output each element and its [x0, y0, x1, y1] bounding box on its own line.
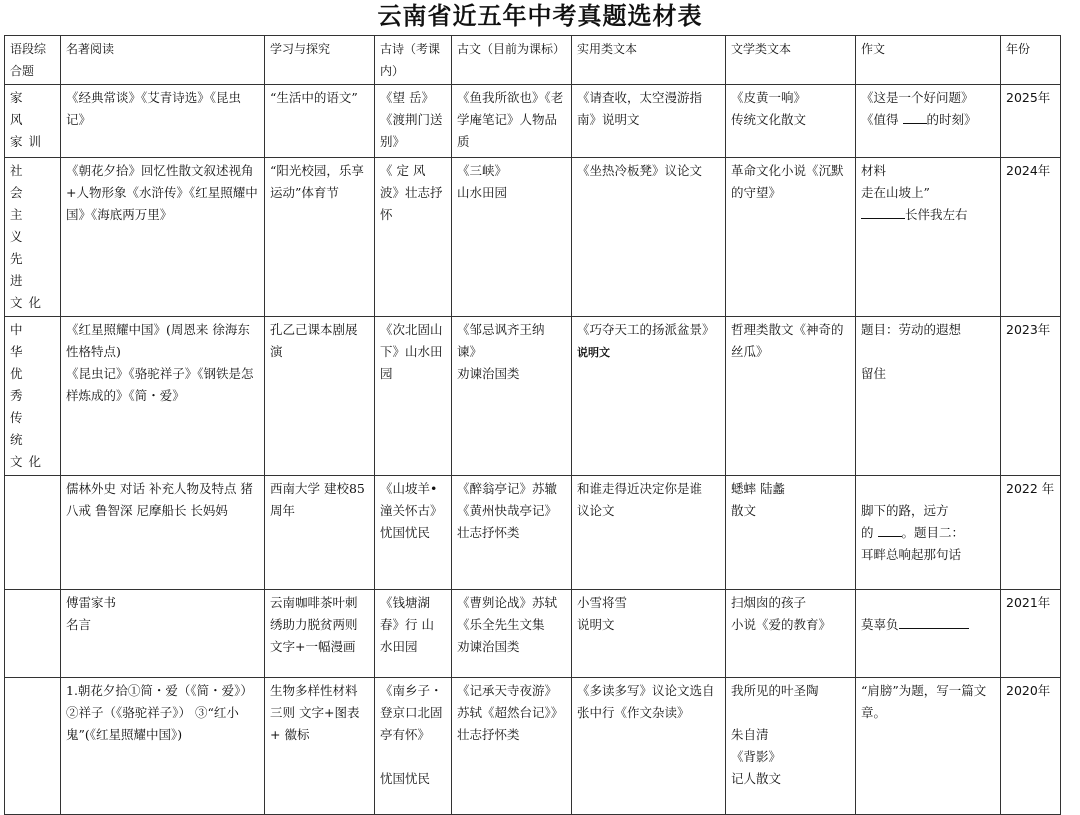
- wenxue-line: 蟋蟀 陆蠡: [731, 481, 785, 496]
- shiyong-cell: 《坐热冷板凳》议论文: [572, 158, 726, 317]
- zuowen-line: 脚下的路，远方: [861, 503, 949, 518]
- year-cell: 2023年: [1001, 317, 1061, 476]
- mingzhu-line: 《昆虫记》《骆驼祥子》《钢铁是怎样炼成的》《简・爱》: [66, 366, 254, 403]
- wenxue-cell: 革命文化小说《沉默的守望》: [726, 158, 856, 317]
- guwen-cell: [452, 476, 572, 590]
- gushi-line: 忧国忧民: [380, 771, 431, 786]
- zuowen-line: 《值得: [861, 112, 899, 127]
- shiyong-line: 《巧夺天工的扬派盆景》: [577, 322, 715, 337]
- mingzhu-cell: 《经典常谈》《艾青诗选》《昆虫记》: [61, 85, 265, 158]
- wenxue-cell: [726, 476, 856, 590]
- xuexi-cell: “生活中的语文”: [265, 85, 375, 158]
- guwen-line: 《邹忌讽齐王纳谏》: [457, 322, 545, 359]
- wenxue-line: 《皮黄一响》: [731, 90, 807, 105]
- gushi-line: 忧国忧民: [380, 525, 431, 540]
- wenxue-line: 小说《爱的教育》: [731, 617, 832, 632]
- guwen-cell: 《鱼我所欲也》《老学庵笔记》人物品质: [452, 85, 572, 158]
- cat-line: 先 进: [10, 251, 29, 288]
- table-row: [5, 85, 1061, 158]
- guwen-line: 劝谏治国类: [457, 366, 520, 381]
- zuowen-line: 。题目二：: [901, 525, 965, 540]
- wenxue-line: 《背影》: [731, 749, 782, 764]
- year-cell: 2020年: [1001, 678, 1061, 815]
- shiyong-cell: [572, 476, 726, 590]
- guwen-line: 《三峡》: [457, 163, 508, 178]
- wenxue-line: 传统文化散文: [731, 112, 807, 127]
- blank-line: [903, 109, 927, 124]
- zuowen-cell: [856, 590, 1001, 678]
- zuowen-cell: [856, 476, 1001, 590]
- wenxue-line: 散文: [731, 503, 757, 518]
- year-cell: 2021年: [1001, 590, 1061, 678]
- mingzhu-line: 《红星照耀中国》(周恩来 徐海东性格特点): [66, 322, 250, 359]
- xuexi-cell: 云南咖啡茶叶刺绣助力脱贫两则文字+一幅漫画: [265, 590, 375, 678]
- blank-line: [878, 522, 902, 537]
- wenxue-cell: [726, 85, 856, 158]
- cat-cell: [5, 158, 61, 317]
- cat-cell: [5, 85, 61, 158]
- cat-cell: [5, 476, 61, 590]
- zuowen-cell: “肩膀”为题，写一篇文章。: [856, 678, 1001, 815]
- gushi-cell: [375, 476, 452, 590]
- xuexi-cell: 生物多样性材料三则 文字+图表+ 徽标: [265, 678, 375, 815]
- mingzhu-line: 名言: [66, 617, 92, 632]
- mingzhu-cell: 1.朝花夕拾①简・爱（《简・爱》） ②祥子（《骆驼祥子》） ③“红小鬼”(《红星照耀中国》): [61, 678, 265, 815]
- zuowen-line: 莫辜负: [861, 617, 899, 632]
- zuowen-cell: [856, 85, 1001, 158]
- gushi-line: 《山坡羊•潼关怀古》: [380, 481, 443, 518]
- wenxue-cell: [726, 590, 856, 678]
- zuowen-line: 材料: [861, 163, 887, 178]
- cat-line: 优 秀: [10, 366, 29, 403]
- mingzhu-cell: 儒林外史 对话 补充人物及特点 猪八戒 鲁智深 尼摩船长 长妈妈: [61, 476, 265, 590]
- shiyong-line: 说明文: [577, 617, 615, 632]
- guwen-line: 山水田园: [457, 185, 508, 200]
- gushi-line: 《南乡子・登京口北固亭有怀》: [380, 683, 443, 742]
- shiyong-cell: [572, 317, 726, 476]
- header-gushi: 古诗（考课内）: [375, 36, 452, 85]
- zuowen-line: 走在山坡上”: [861, 185, 930, 200]
- year-cell: 2024年: [1001, 158, 1061, 317]
- blank-line: [861, 204, 905, 219]
- zuowen-line: 留住: [861, 366, 887, 381]
- shiyong-line: 小雪将雪: [577, 595, 628, 610]
- cat-line: 主 义: [10, 207, 29, 244]
- guwen-cell: [452, 317, 572, 476]
- shiyong-cell: 《多读多写》议论文选自张中行《作文杂读》: [572, 678, 726, 815]
- shiyong-line: 议论文: [577, 503, 615, 518]
- page-title: 云南省近五年中考真题选材表: [377, 2, 703, 30]
- mingzhu-cell: [61, 590, 265, 678]
- gushi-cell: [375, 678, 452, 815]
- wenxue-line: 扫烟囱的孩子: [731, 595, 807, 610]
- zuowen-line: 的: [861, 525, 874, 540]
- cat-line: 家 风: [10, 90, 29, 127]
- xuexi-cell: 西南大学 建校85周年: [265, 476, 375, 590]
- guwen-cell: [452, 158, 572, 317]
- table-row: [5, 678, 1061, 815]
- shiyong-line: 和谁走得近决定你是谁: [577, 481, 703, 496]
- cat-cell: [5, 678, 61, 815]
- xuexi-cell: 孔乙己课本剧展演: [265, 317, 375, 476]
- wenxue-cell: 哲理类散文《神奇的丝瓜》: [726, 317, 856, 476]
- guwen-cell: [452, 590, 572, 678]
- gushi-cell: 《钱塘湖春》行 山水田园: [375, 590, 452, 678]
- header-shiyong: 实用类文本: [572, 36, 726, 85]
- zuowen-line: 长伴我左右: [905, 207, 968, 222]
- wenxue-cell: [726, 678, 856, 815]
- year-cell: 2025年: [1001, 85, 1061, 158]
- xuexi-cell: “阳光校园，乐享运动”体育节: [265, 158, 375, 317]
- guwen-line: 《记承天寺夜游》苏轼《超然台记》》: [457, 683, 564, 720]
- mingzhu-cell: 《朝花夕拾》回忆性散文叙述视角+人物形象《水浒传》《红星照耀中国》《海底两万里》: [61, 158, 265, 317]
- table-row: [5, 476, 1061, 590]
- cat-line: 家训: [10, 134, 48, 149]
- cat-cell: [5, 317, 61, 476]
- table-row: [5, 158, 1061, 317]
- header-wenxue: 文学类文本: [726, 36, 856, 85]
- header-row: [5, 36, 1061, 85]
- cat-cell: [5, 590, 61, 678]
- zuowen-cell: [856, 158, 1001, 317]
- cat-line: 社 会: [10, 163, 29, 200]
- zuowen-line: 耳畔总响起那句话: [861, 547, 962, 562]
- gushi-cell: 《 定 风 波》壮志抒怀: [375, 158, 452, 317]
- table-row: [5, 317, 1061, 476]
- shiyong-cell: 《请查收，太空漫游指南》说明文: [572, 85, 726, 158]
- gushi-cell: 《望 岳》《渡荆门送别》: [375, 85, 452, 158]
- header-zuowen: 作文: [856, 36, 1001, 85]
- gushi-cell: 《次北固山下》山水田园: [375, 317, 452, 476]
- header-mingzhu: 名著阅读: [61, 36, 265, 85]
- zuowen-cell: [856, 317, 1001, 476]
- cat-line: 文化: [10, 295, 48, 310]
- guwen-line: 《曹刿论战》苏轼《乐全先生文集: [457, 595, 558, 632]
- wenxue-line: 记人散文: [731, 771, 782, 786]
- guwen-cell: [452, 678, 572, 815]
- guwen-line: 壮志抒怀类: [457, 727, 520, 742]
- cat-line: 文化: [10, 454, 48, 469]
- shiyong-cell: [572, 590, 726, 678]
- shiyong-tag: 说明文: [577, 346, 610, 359]
- mingzhu-cell: [61, 317, 265, 476]
- guwen-line: 壮志抒怀类: [457, 525, 520, 540]
- zuowen-line: 题目：劳动的遐想: [861, 322, 962, 337]
- exam-material-table: [4, 35, 1061, 815]
- header-xuexi: 学习与探究: [265, 36, 375, 85]
- blank-line: [899, 614, 969, 629]
- wenxue-line: 朱自清: [731, 727, 769, 742]
- guwen-line: 《醉翁亭记》苏辙《黄州快哉亭记》: [457, 481, 558, 518]
- header-cat: 语段综合题: [5, 36, 61, 85]
- zuowen-line: 的时刻》: [926, 112, 977, 127]
- header-guwen: 古文（目前为课标）: [452, 36, 572, 85]
- cat-line: 传 统: [10, 410, 29, 447]
- table-row: [5, 590, 1061, 678]
- zuowen-line: 《这是一个好问题》: [861, 90, 974, 105]
- mingzhu-line: 傅雷家书: [66, 595, 117, 610]
- guwen-line: 劝谏治国类: [457, 639, 520, 654]
- year-cell: 2022 年: [1001, 476, 1061, 590]
- header-year: 年份: [1001, 36, 1061, 85]
- wenxue-line: 我所见的叶圣陶: [731, 683, 819, 698]
- cat-line: 中 华: [10, 322, 29, 359]
